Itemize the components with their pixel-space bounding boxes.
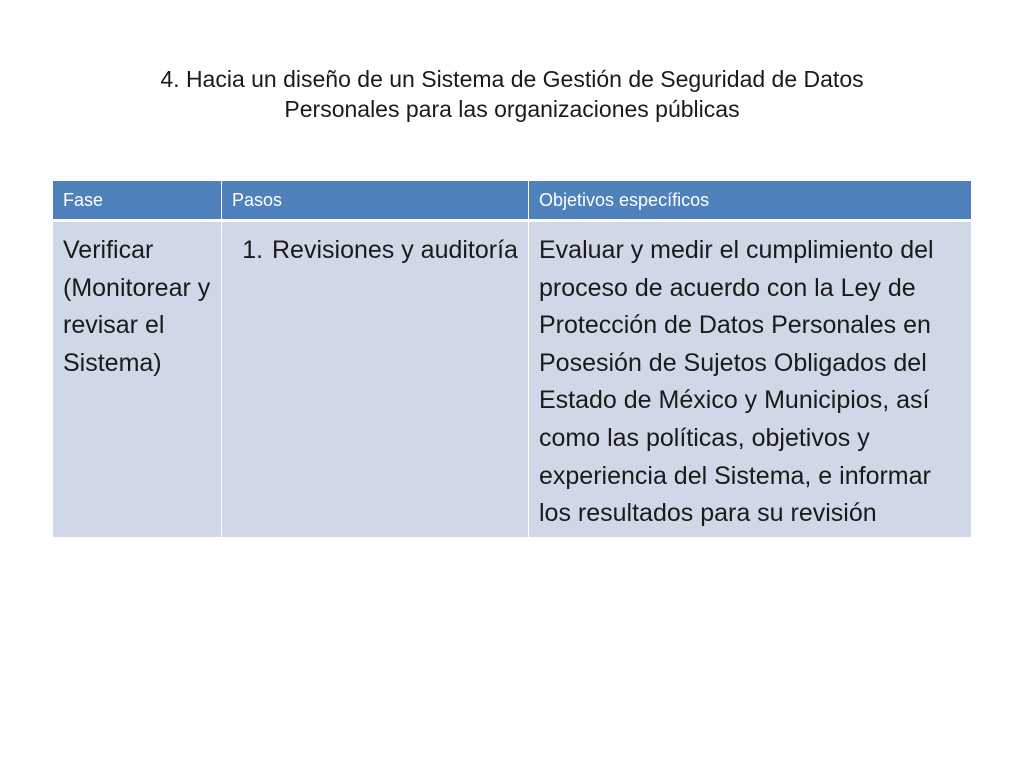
table-row xyxy=(53,221,972,538)
cell-objetivos: Evaluar y medir el cumplimiento del proceso de acuerdo con la Ley de Protección de Datos Personales en Posesión de Sujetos Obligados del Estado de México y Municipios, así como las políticas, objetivos y experiencia del Sistema, e informar los resultados para su revisión xyxy=(529,221,972,538)
steps-list xyxy=(232,232,518,270)
step-item: 1. Revisiones y auditoría xyxy=(270,232,518,270)
cell-fase: Verificar (Monitorear y revisar el Sistema) xyxy=(53,221,222,538)
header-pasos: Pasos xyxy=(222,181,529,221)
phase-table xyxy=(52,180,972,538)
slide-title-line-1: 4. Hacia un diseño de un Sistema de Gestión de Seguridad de Datos xyxy=(160,66,864,92)
slide-title-line-2: Personales para las organizaciones públicas xyxy=(284,96,740,122)
table-header-row xyxy=(53,181,972,221)
header-objetivos: Objetivos específicos xyxy=(529,181,972,221)
header-fase: Fase xyxy=(53,181,222,221)
cell-pasos xyxy=(222,221,529,538)
slide-title xyxy=(40,64,984,124)
